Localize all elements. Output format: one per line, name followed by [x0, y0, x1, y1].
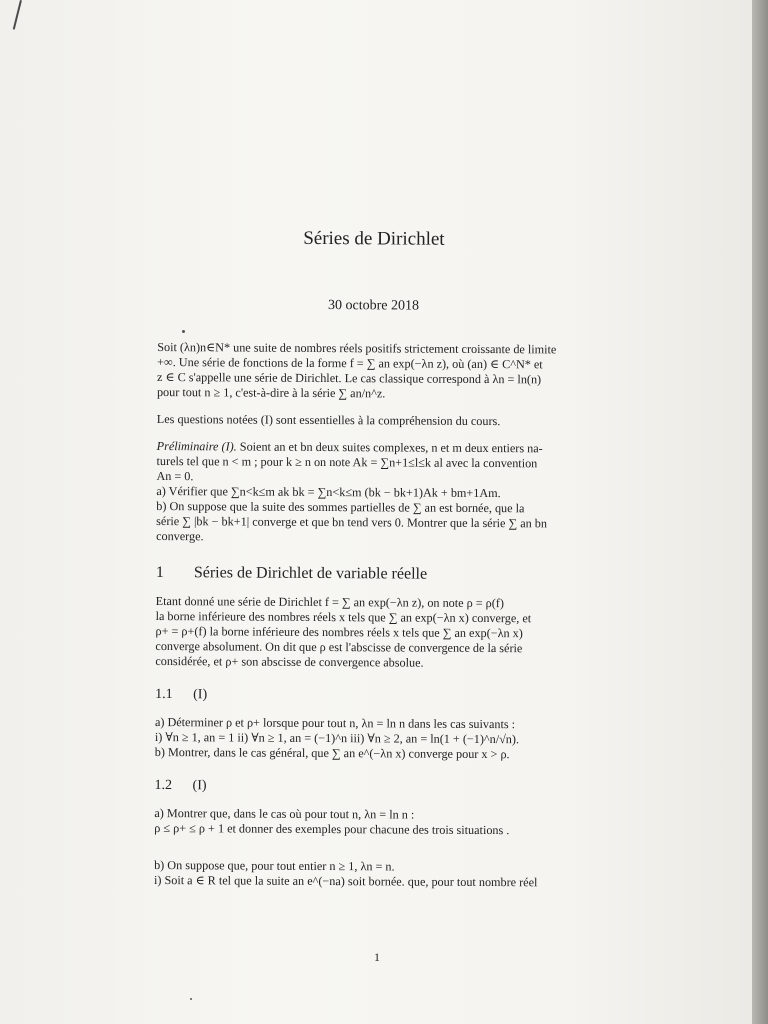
- document-body: [154, 226, 590, 903]
- intro-paragraph: [157, 340, 589, 403]
- page-number: 1: [374, 950, 380, 964]
- preliminary-line: b) On suppose que la suite des sommes partielles de ∑ an est bornée, que la: [156, 498, 525, 516]
- subsection-1-1-paragraph: [155, 715, 587, 763]
- subsection-line: a) Montrer que, dans le cas où pour tout n, λn = ln n :: [154, 805, 415, 822]
- section-title: Séries de Dirichlet de variable réelle: [193, 564, 428, 583]
- intro-line: pour tout n ≥ 1, c'est-à-dire à la série ∑ an/n^z.: [156, 384, 386, 401]
- subsection-line: b) On suppose que, pour tout entier n ≥ 1, λn = n.: [154, 857, 395, 874]
- subsection-line: a) Déterminer ρ et ρ+ lorsque pour tout n, λn = ln n dans les cas suivants :: [154, 714, 516, 732]
- section-1-heading: [156, 562, 588, 587]
- section-line: la borne inférieure des nombres réels x tels que ∑ an exp(−λn x) converge, et: [155, 608, 532, 626]
- intro-line: Soit (λn)n∈N* une suite de nombres réels positifs strictement croissante de limite: [157, 339, 557, 357]
- subsection-1-2-part-b: [154, 858, 586, 891]
- section-line: converge absolument. On dit que ρ est l'abscisse de convergence de la série: [155, 638, 523, 656]
- subsection-line: ρ ≤ ρ+ ≤ ρ + 1 et donner des exemples pour chacune des trois situations .: [154, 820, 510, 838]
- subsection-title: (I): [193, 687, 208, 703]
- subsection-number: 1.2: [154, 777, 173, 794]
- preliminary-line: turels tel que n < m ; pour k ≥ n on note Ak = ∑n+1≤l≤k al avec la convention: [156, 453, 538, 471]
- subsection-1-2-heading: [155, 776, 587, 799]
- subsection-number: 1.1: [155, 686, 173, 703]
- subsection-line: b) Montrer, dans le cas général, que ∑ an e^(−λn x) converge pour x > ρ.: [154, 744, 510, 762]
- section-line: considérée, et ρ+ son abscisse de convergence absolue.: [155, 653, 424, 670]
- section-number: 1: [155, 563, 164, 582]
- preliminary-label: Préliminaire (I).: [156, 438, 237, 454]
- subsection-1-1-heading: [155, 685, 587, 708]
- preliminary-line: converge.: [156, 528, 204, 544]
- preliminary-line: a) Vérifier que ∑n<k≤m ak bk = ∑n<k≤m (bk − bk+1)Ak + bm+1Am.: [156, 483, 501, 501]
- subsection-line: i) Soit a ∈ R tel que la suite an e^(−na) soit bornée. que, pour tout nombre réel: [153, 872, 538, 890]
- section-line: ρ+ = ρ+(f) la borne inférieure des nombres réels x tels que ∑ an exp(−λn x): [155, 623, 523, 641]
- preliminary-line: Soient an et bn deux suites complexes, n et m deux entiers na-: [239, 439, 543, 456]
- questions-note: Les questions notées (I) sont essentielles à la compréhension du cours.: [156, 411, 501, 429]
- dust-speck: [190, 998, 192, 1000]
- subsection-title: (I): [192, 778, 207, 794]
- page-edge-shadow: [752, 0, 768, 1024]
- document-date: 30 octobre 2018: [327, 298, 420, 314]
- intro-line: +∞. Une série de fonctions de la forme f = ∑ an exp(−λn z), où (an) ∈ C^N* et: [157, 354, 543, 372]
- pen-mark: [13, 0, 22, 30]
- intro-line: z ∈ C s'appelle une série de Dirichlet. Le cas classique correspond à λn = ln(n): [157, 369, 542, 387]
- subsection-1-2-part-a: [154, 806, 586, 839]
- preliminary-line: An = 0.: [156, 468, 194, 484]
- section-line: Etant donné une série de Dirichlet f = ∑ an exp(−λn z), on note ρ = ρ(f): [155, 593, 504, 611]
- preliminary-paragraph: [156, 439, 589, 547]
- document-title: Séries de Dirichlet: [303, 227, 445, 250]
- section-1-paragraph: [155, 594, 587, 672]
- preliminary-line: série ∑ |bk − bk+1| converge et que bn tend vers 0. Montrer que la série ∑ an bn: [156, 513, 548, 531]
- subsection-line: i) ∀n ≥ 1, an = 1 ii) ∀n ≥ 1, an = (−1)^n iii) ∀n ≥ 2, an = ln(1 + (−1)^n/√n).: [154, 729, 520, 747]
